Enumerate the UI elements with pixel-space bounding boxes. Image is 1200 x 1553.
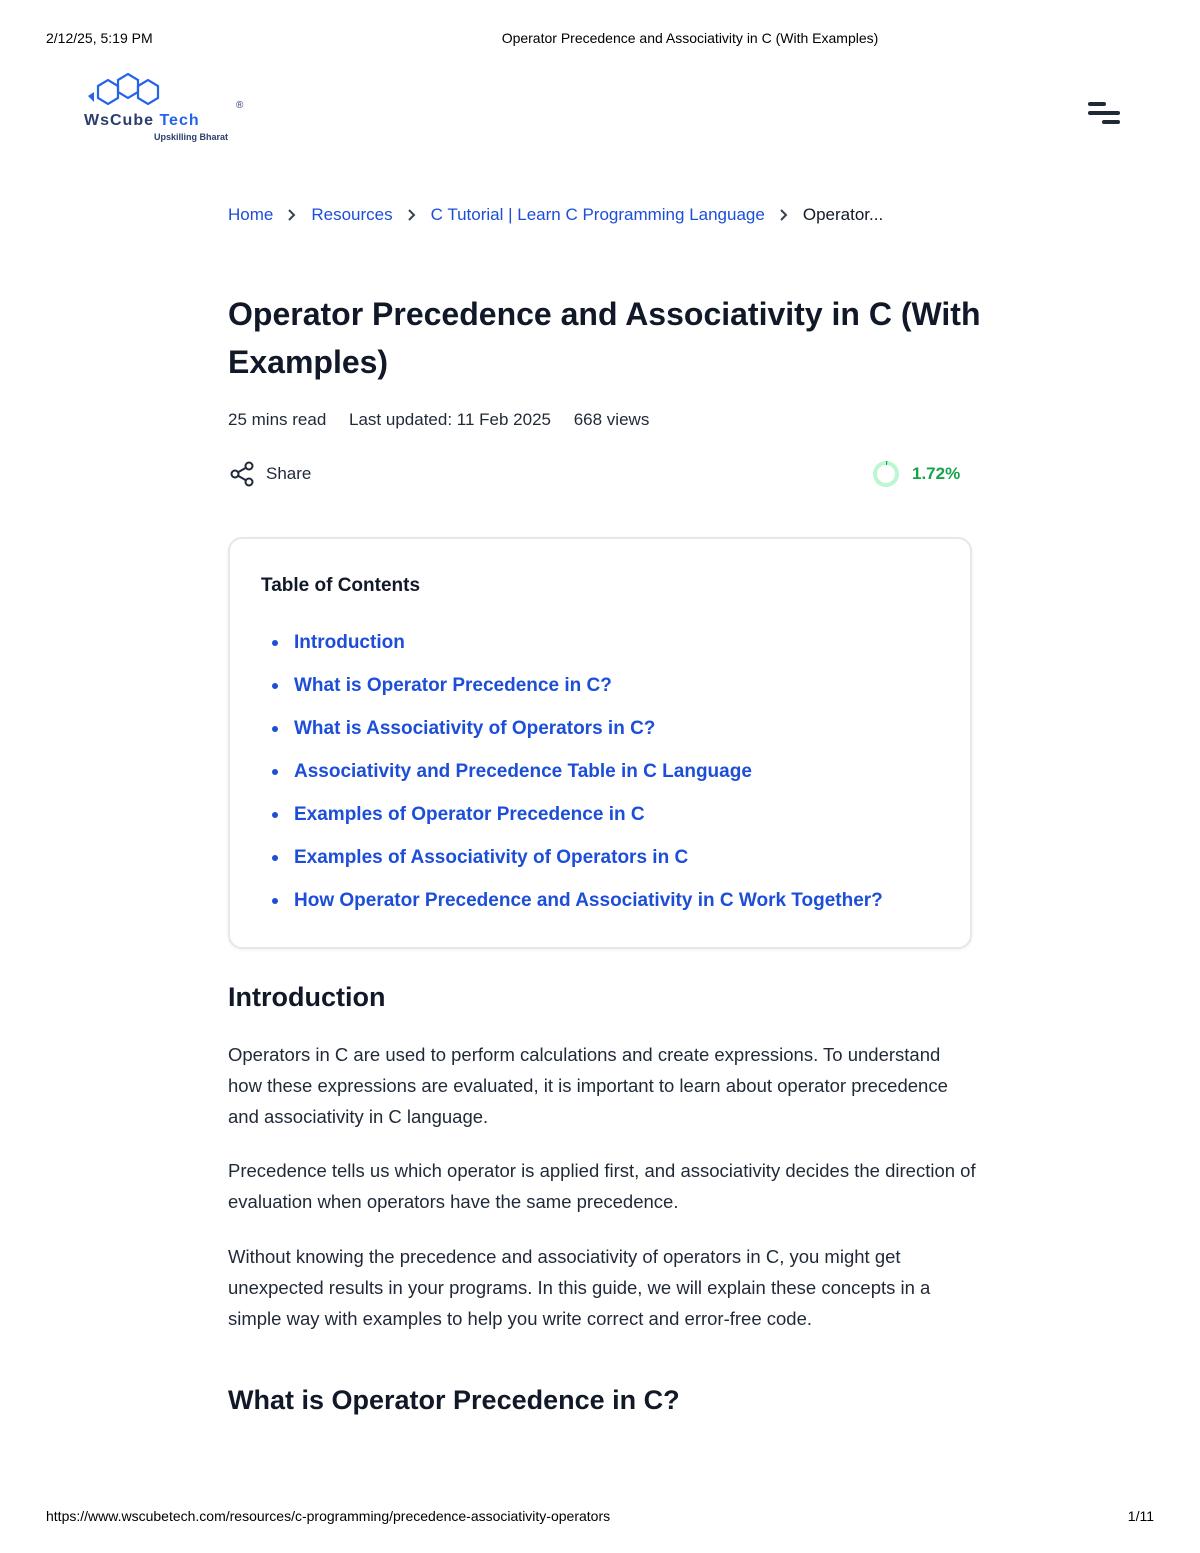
logo-tagline: Upskilling Bharat: [154, 132, 229, 142]
logo-brand-second: Tech: [159, 112, 200, 129]
toc-item: [272, 836, 883, 879]
bullet-icon: [272, 683, 278, 689]
bullet-icon: [272, 812, 278, 818]
intro-paragraph-3: Without knowing the precedence and associativity of operators in C, you might get unexpected results in your programs. In this guide, we will explain these concepts in a simple way with examples to help you write correct and error-free code.: [228, 1246, 931, 1329]
print-document-title: Operator Precedence and Associativity in C (With Examples): [501, 30, 879, 46]
progress-ring-icon: [872, 460, 900, 488]
toc-link-associativity-examples[interactable]: Examples of Associativity of Operators in C: [294, 846, 689, 868]
toc-link-introduction[interactable]: Introduction: [294, 631, 405, 653]
logo-hexagon-icon: [84, 72, 184, 116]
toc-item: [272, 750, 883, 793]
toc-link-precedence-table[interactable]: Associativity and Precedence Table in C Language: [294, 760, 752, 782]
reading-progress: [872, 460, 960, 488]
logo-brand-first: WsCube: [84, 112, 154, 129]
share-label: Share: [266, 464, 312, 483]
read-time: 25 mins read: [228, 410, 327, 429]
bullet-icon: [272, 855, 278, 861]
intro-paragraph-1: Operators in C are used to perform calculations and create expressions. To understand how these expressions are evaluated, it is important to learn about operator precedence and associativity in C language.: [228, 1044, 948, 1127]
bullet-icon: [272, 726, 278, 732]
breadcrumb-resources[interactable]: Resources: [311, 205, 393, 224]
last-updated: Last updated: 11 Feb 2025: [349, 410, 551, 429]
logo-registered-mark: ®: [236, 100, 244, 111]
toc-link-precedence-examples[interactable]: Examples of Operator Precedence in C: [294, 803, 645, 825]
share-button[interactable]: [228, 460, 311, 488]
chevron-right-icon: [405, 208, 419, 222]
bullet-icon: [272, 769, 278, 775]
print-page-number: 1/11: [1127, 1508, 1154, 1524]
toc-link-associativity[interactable]: What is Associativity of Operators in C?: [294, 717, 656, 739]
breadcrumb: [228, 205, 883, 225]
toc-item: [272, 879, 883, 922]
site-logo[interactable]: [82, 72, 262, 144]
print-header: [0, 30, 1200, 50]
toc-link-work-together[interactable]: How Operator Precedence and Associativity in C Work Together?: [294, 889, 883, 911]
progress-value: 1.72%: [912, 464, 961, 483]
logo-wordmark: [84, 112, 200, 130]
toc-item: [272, 621, 883, 664]
bullet-icon: [272, 640, 278, 646]
chevron-right-icon: [285, 208, 299, 222]
share-icon: [228, 460, 256, 488]
bullet-icon: [272, 898, 278, 904]
section-heading-operator-precedence: What is Operator Precedence in C?: [228, 1385, 680, 1415]
toc-item: [272, 793, 883, 836]
breadcrumb-home[interactable]: Home: [228, 205, 274, 224]
section-heading-introduction: Introduction: [228, 982, 386, 1012]
page-title: Operator Precedence and Associativity in C (With Examples): [228, 296, 981, 380]
chevron-right-icon: [777, 208, 791, 222]
table-of-contents: [228, 537, 972, 949]
toc-heading: Table of Contents: [261, 575, 421, 596]
breadcrumb-c-tutorial[interactable]: C Tutorial | Learn C Programming Language: [430, 205, 765, 224]
intro-paragraph-2: Precedence tells us which operator is applied first, and associativity decides the direction of evaluation when operators have the same precedence.: [228, 1160, 976, 1212]
toc-item: [272, 707, 883, 750]
menu-icon[interactable]: [1086, 100, 1122, 128]
print-datetime: 2/12/25, 5:19 PM: [46, 30, 153, 46]
article-meta: [228, 410, 667, 430]
print-url: https://www.wscubetech.com/resources/c-programming/precedence-associativity-operators: [46, 1508, 611, 1524]
breadcrumb-current: Operator...: [802, 205, 884, 224]
toc-link-operator-precedence[interactable]: What is Operator Precedence in C?: [294, 674, 612, 696]
toc-item: [272, 664, 883, 707]
toc-list: [272, 621, 883, 922]
view-count: 668 views: [573, 410, 650, 429]
